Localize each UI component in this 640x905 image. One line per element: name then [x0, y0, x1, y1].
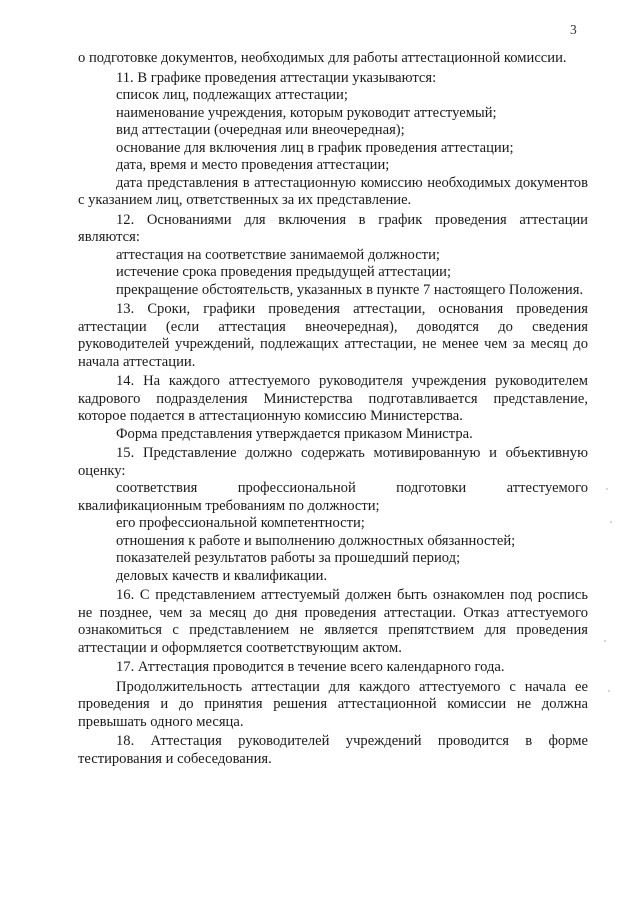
paragraph-item-11: 11. В графике проведения аттестации указываются: — [116, 69, 437, 86]
list-item: вид аттестации (очередная или внеочередная); — [116, 122, 405, 138]
list-item: деловых качеств и квалификации. — [116, 567, 328, 584]
paragraph-item-14: 14. На каждого аттестуемого руководителя учреждения руководителем кадрового подразделения Министерства подготавливается представление, которое подается в аттестационную комиссию Министерства. — [78, 373, 588, 424]
scan-speck — [610, 521, 612, 523]
list-item: дата представления в аттестационную комиссию необходимых документов с указанием лиц, ответственных за их представление. — [78, 174, 588, 208]
scan-speck — [608, 690, 610, 692]
list-item: список лиц, подлежащих аттестации; — [116, 87, 348, 103]
scan-speck — [604, 640, 606, 642]
paragraph: Форма представления утверждается приказом Министра. — [116, 425, 473, 442]
list-item: истечение срока проведения предыдущей аттестации; — [116, 264, 451, 280]
paragraph-item-17: 17. Аттестация проводится в течение всего календарного года. — [116, 659, 505, 675]
list-item: показателей результатов работы за прошедший период; — [116, 550, 461, 566]
paragraph-continuation: о подготовке документов, необходимых для работы аттестационной комиссии. — [78, 50, 567, 66]
list-item: его профессиональной компетентности; — [116, 515, 365, 531]
paragraph-item-18: 18. Аттестация руководителей учреждений проводится в форме тестирования и собеседования. — [78, 733, 588, 767]
paragraph: Продолжительность аттестации для каждого аттестуемого с начала ее проведения и до принятия решения аттестационной комиссии не должна превышать одного месяца. — [78, 678, 588, 730]
list-item: отношения к работе и выполнению должностных обязанностей; — [116, 532, 516, 549]
list-item: наименование учреждения, которым руководит аттестуемый; — [116, 104, 497, 121]
list-item: основание для включения лиц в график проведения аттестации; — [116, 139, 514, 156]
paragraph-item-12: 12. Основаниями для включения в график проведения аттестации являются: — [78, 211, 588, 245]
list-item: аттестация на соответствие занимаемой должности; — [116, 246, 440, 263]
body-text — [78, 50, 588, 768]
list-item: дата, время и место проведения аттестации; — [116, 157, 390, 173]
list-item: соответствия профессиональной подготовки аттестуемого квалификационным требованиям по должности; — [78, 480, 588, 514]
paragraph-item-16: 16. С представлением аттестуемый должен быть ознакомлен под роспись не позднее, чем за месяц до дня проведения аттестации. Отказ аттестуемого ознакомиться с представлением не является препятствием для проведения аттестации и оформляется соответствующим актом. — [78, 587, 588, 656]
scan-speck — [606, 488, 608, 490]
paragraph-item-15: 15. Представление должно содержать мотивированную и объективную оценку: — [78, 445, 588, 479]
page-number: 3 — [570, 22, 577, 37]
paragraph-item-13: 13. Сроки, графики проведения аттестации, основания проведения аттестации (если аттестация внеочередная), доводятся до сведения руководителей учреждений, подлежащих аттестации, не менее чем за месяц до начала аттестации. — [78, 301, 588, 370]
list-item: прекращение обстоятельств, указанных в пункте 7 настоящего Положения. — [116, 281, 584, 298]
